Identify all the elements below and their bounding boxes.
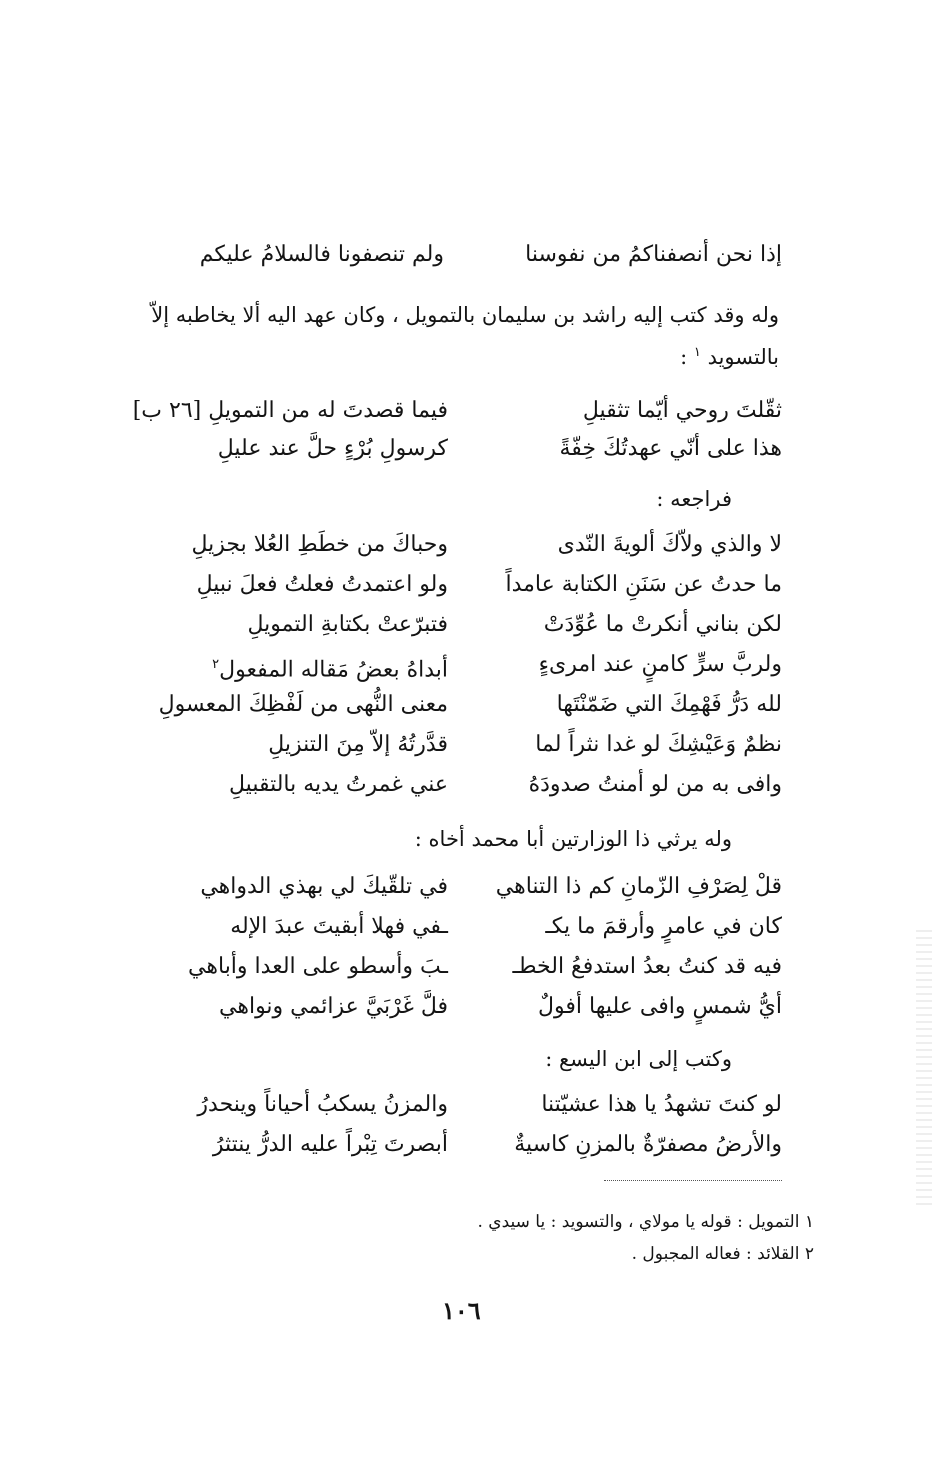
footnote-number: ١ <box>804 1212 814 1232</box>
hemistich-first: قلْ لِصَرْفِ الزّمانِ كم ذا التناهي <box>495 874 782 899</box>
intro-paragraph-line-2 <box>680 338 779 372</box>
verse-line <box>0 530 944 574</box>
hemistich-second: ـفي فهلا أبقيتَ عبدَ الإله <box>230 914 448 939</box>
footnote-ref: ٢ <box>212 657 220 672</box>
verse-line <box>0 912 944 956</box>
letter-heading: وكتب إلى ابن اليسع : <box>545 1047 732 1071</box>
verse-line <box>0 434 944 478</box>
hemistich-first: ما حدتُ عن سَنَنِ الكتابة عامداً <box>505 572 782 597</box>
hemistich-second: فلَّ غَرْبَيَّ عزائمي ونواهي <box>219 994 448 1019</box>
hemistich-second: في تلقّيكَ لي بهذي الدواهي <box>200 874 448 899</box>
hemistich-first: هذا على أنّي عهدتُكَ خِفّةً <box>559 436 782 461</box>
hemistich-second <box>212 650 448 685</box>
reply-heading: فراجعه : <box>656 487 732 511</box>
footnote-number: ٢ <box>804 1244 814 1264</box>
verse-line <box>0 770 944 814</box>
hemistich-first: فيه قد كنتُ بعدُ استدفعُ الخطـ <box>512 954 782 979</box>
hemistich-first: إذا نحن أنصفناكمُ من نفوسنا <box>525 242 782 267</box>
hemistich-first: لكن بناني أنكرتْ ما عُوِّدَتْ <box>543 612 782 637</box>
verse-line <box>0 730 944 774</box>
hemistich-first: ولربَّ سرٍّ كامنٍ عند امرىءٍ <box>538 652 782 677</box>
elegy-heading: وله يرثي ذا الوزارتين أبا محمد أخاه : <box>414 827 732 851</box>
hemistich-first: ثقّلتَ روحي أيّما تثقيلِ <box>582 398 782 423</box>
hemistich-second: أبصرتَ تِبْراً عليه الدرُّ ينتثرُ <box>212 1132 448 1157</box>
footnote-text: التمويل : قوله يا مولاي ، والتسويد : يا سيدي . <box>477 1212 800 1232</box>
hemistich-first: نظمٌ وَعَيْشِكَ لو غدا نثراً لما <box>535 732 782 757</box>
verse-line <box>0 872 944 916</box>
hemistich-first: لا والذي ولاّكَ ألويةَ النّدى <box>557 532 782 557</box>
scan-margin-artifact <box>916 930 932 1210</box>
hemistich-first: لو كنتَ تشهدُ يا هذا عشيّتنا <box>541 1092 782 1117</box>
hemistich-second: كرسولِ بُرْءٍ حلَّ عند عليلِ <box>217 436 448 461</box>
verse-line <box>0 650 944 694</box>
colon: : <box>680 345 688 369</box>
hemistich-second: والمزنُ يسكبُ أحياناً وينحدرُ <box>197 1092 448 1117</box>
hemistich-second: عني غمرتُ يديه بالتقبيلِ <box>229 772 448 797</box>
hemistich-second: وحباكَ من خطَطِ العُلا بجزيلِ <box>191 532 448 557</box>
hemistich-first: وافى به من لو أمنتُ صدودَهُ <box>528 772 782 797</box>
footnote-text: القلائد : فعاله المجبول . <box>631 1244 800 1264</box>
opening-verse <box>0 240 944 284</box>
verse-line <box>0 1130 944 1174</box>
hemistich-second: ولم تنصفونا فالسلامُ عليكم <box>199 242 444 267</box>
verse-line <box>0 992 944 1036</box>
footnote-divider <box>604 1180 782 1181</box>
verse-line <box>0 570 944 614</box>
hemistich-first: لله دَرُّ فَهْمِكَ التي ضَمّنْتَها <box>556 692 782 717</box>
intro-paragraph-line-1: وله وقد كتب إليه راشد بن سليمان بالتمويل ، وكان عهد اليه ألا يخاطبه إلاّ <box>151 303 779 327</box>
hemistich-first: والأرضُ مصفرّةٌ بالمزنِ كاسيةٌ <box>514 1132 782 1157</box>
hemistich-first: أيُّ شمسٍ وافى عليها أفولٌ <box>538 994 782 1019</box>
verse-line <box>0 1090 944 1134</box>
verse-line <box>0 952 944 996</box>
footnote <box>477 1210 814 1234</box>
hemistich-second: ـبَ وأسطو على العدا وأباهي <box>188 954 448 979</box>
verse-line <box>0 610 944 654</box>
intro-text: بالتسويد <box>707 345 779 369</box>
hemistich-first: كان في عامرٍ وأرقمَ ما يكـ <box>545 914 782 939</box>
footnote <box>632 1242 814 1266</box>
page-number: ١٠٦ <box>442 1296 481 1325</box>
footnote-ref: ١ <box>693 345 701 360</box>
hemistich-second: معنى النُّهى من لَفْظِكَ المعسولِ <box>158 692 448 717</box>
hemistich-second: فيما قصدتَ له من التمويلِ [٢٦ ب] <box>132 398 448 423</box>
hemistich-second: فتبرّعتْ بكتابةِ التمويلِ <box>247 612 448 637</box>
hemistich-text: أبداهُ بعضُ مَقاله المفعول <box>219 657 448 683</box>
hemistich-second: قدَّرتُهُ إلاّ مِنَ التنزيلِ <box>268 732 448 757</box>
verse-line <box>0 690 944 734</box>
hemistich-second: ولو اعتمدتُ فعلتُ فعلَ نبيلِ <box>196 572 448 597</box>
